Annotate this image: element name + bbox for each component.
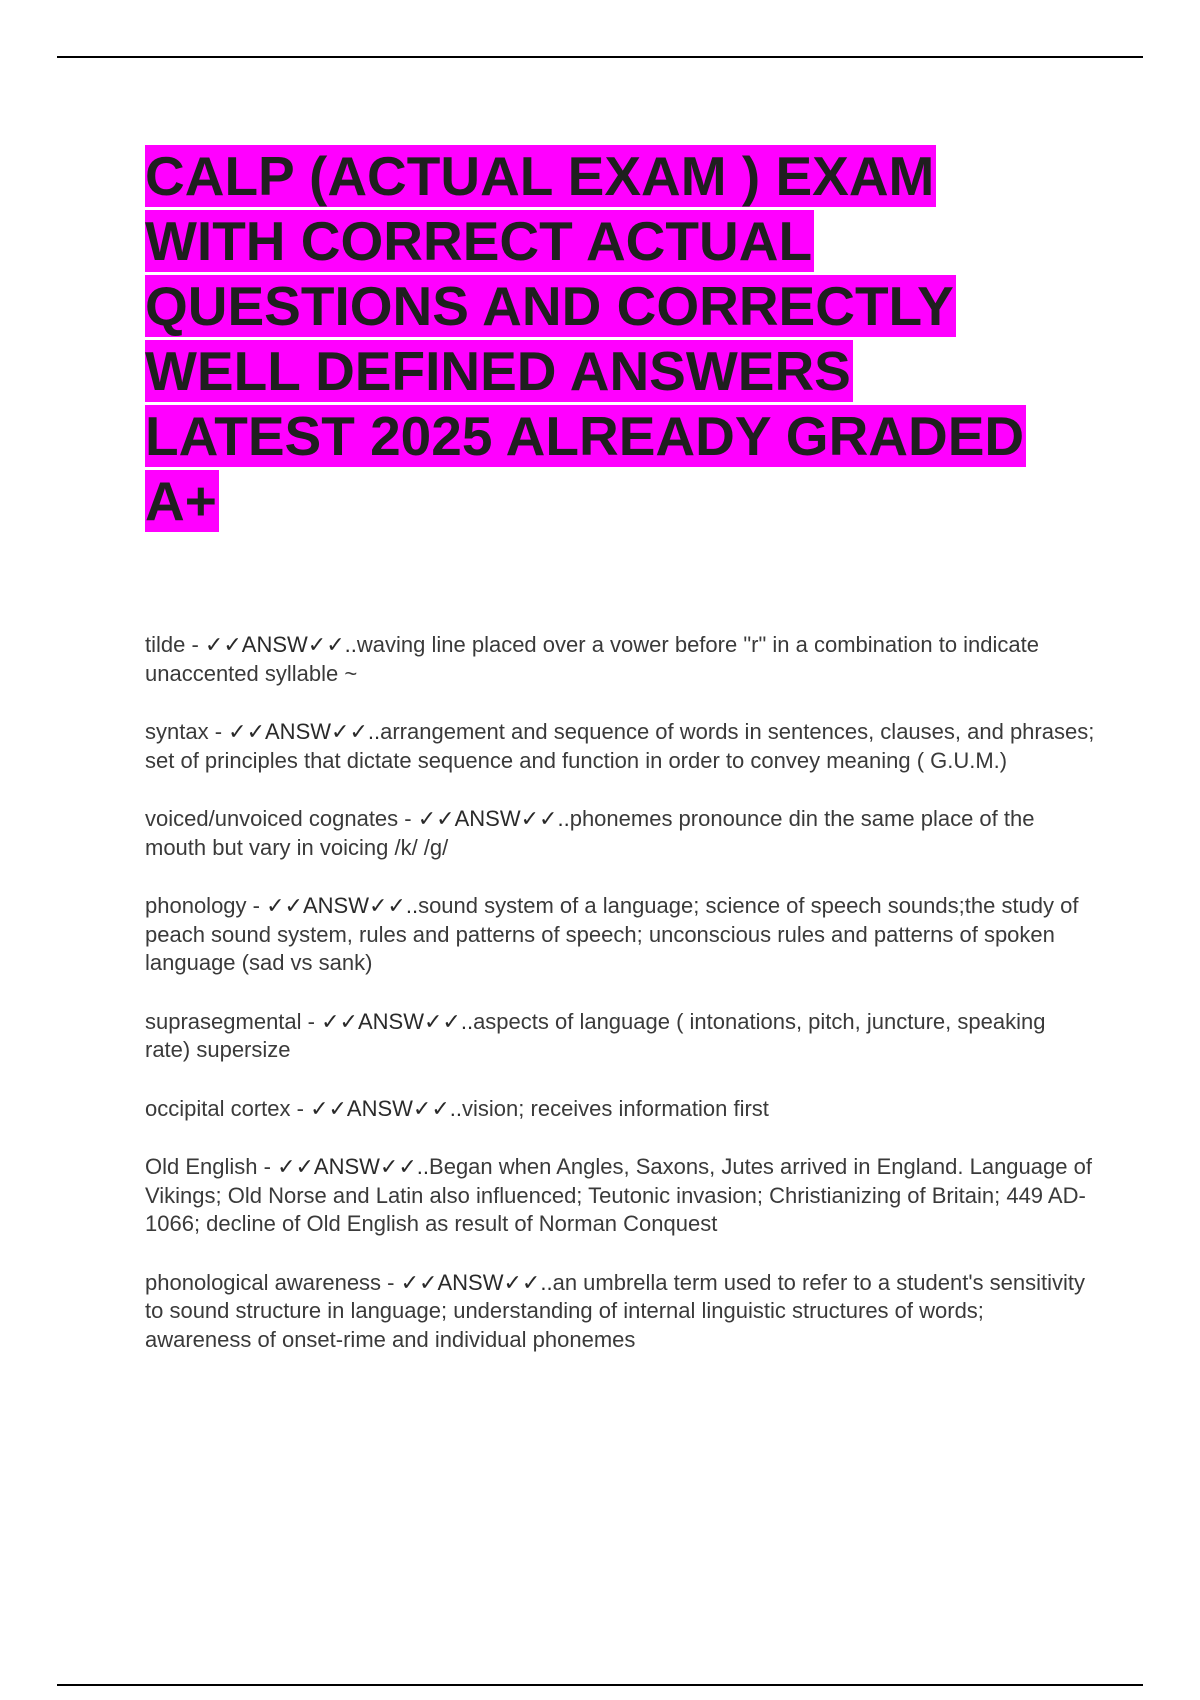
header-rule [57,56,1143,58]
entry-term: voiced/unvoiced cognates - [145,806,418,831]
answer-marker: ✓✓ANSW✓✓.. [228,719,381,744]
glossary-entry [145,1008,1095,1065]
title-line: WELL DEFINED ANSWERS [145,340,851,402]
entry-definition: vision; receives information first [462,1095,769,1121]
answer-marker: ✓✓ANSW✓✓.. [266,893,419,918]
entry-term: tilde - [145,632,205,657]
title-line: QUESTIONS AND CORRECTLY [145,275,954,337]
glossary-entry [145,1153,1095,1239]
entry-definition: Began when Angles, Saxons, Jutes arrived in England. Language of Vikings; Old Norse and Latin also influenced; Teutonic invasion; Christianizing of Britain; 449 AD-1066; decline of Old English as result of Norman Conquest [145,1154,1092,1236]
glossary-entry [145,631,1095,688]
entry-term: phonology - [145,893,267,918]
glossary-entry [145,892,1095,978]
entry-definition: aspects of language ( intonations, pitch, juncture, speaking rate) supersize [145,1008,1046,1062]
entry-definition: waving line placed over a vower before "r" in a combination to indicate unaccented syllable ~ [145,632,1039,686]
entry-term: Old English - [145,1154,278,1179]
title-line: A+ [145,470,217,532]
entry-definition: an umbrella term used to refer to a student's sensitivity to sound structure in language; understanding of internal linguistic structures of words; awareness of onset-rime and individual phonemes [145,1269,1086,1352]
glossary-entry [145,1095,1095,1124]
entry-term: occipital cortex - [145,1095,311,1121]
document-title [145,144,1095,534]
title-line: WITH CORRECT ACTUAL [145,210,813,272]
glossary-entry [145,1269,1095,1355]
answer-marker: ✓✓ANSW✓✓.. [277,1154,430,1179]
glossary-list [145,631,1095,1384]
footer-rule [57,1684,1143,1686]
answer-marker: ✓✓ANSW✓✓.. [310,1095,463,1121]
answer-marker: ✓✓ANSW✓✓.. [417,806,570,831]
answer-marker: ✓✓ANSW✓✓.. [400,1269,553,1295]
glossary-entry [145,805,1095,862]
entry-term: syntax - [145,719,229,744]
title-line: LATEST 2025 ALREADY GRADED [145,405,1025,467]
entry-definition: arrangement and sequence of words in sentences, clauses, and phrases; set of principles that dictate sequence and function in order to convey meaning ( G.U.M.) [145,719,1095,773]
entry-term: phonological awareness - [145,1269,401,1295]
glossary-entry [145,718,1095,775]
answer-marker: ✓✓ANSW✓✓.. [204,632,357,657]
entry-definition: phonemes pronounce din the same place of the mouth but vary in voicing /k/ /g/ [145,806,1035,860]
entry-definition: sound system of a language; science of speech sounds;the study of peach sound system, rules and patterns of speech; unconscious rules and patterns of spoken language (sad vs sank) [145,893,1079,975]
answer-marker: ✓✓ANSW✓✓.. [321,1008,474,1034]
title-line: CALP (ACTUAL EXAM ) EXAM [145,145,935,207]
entry-term: suprasegmental - [145,1008,322,1034]
